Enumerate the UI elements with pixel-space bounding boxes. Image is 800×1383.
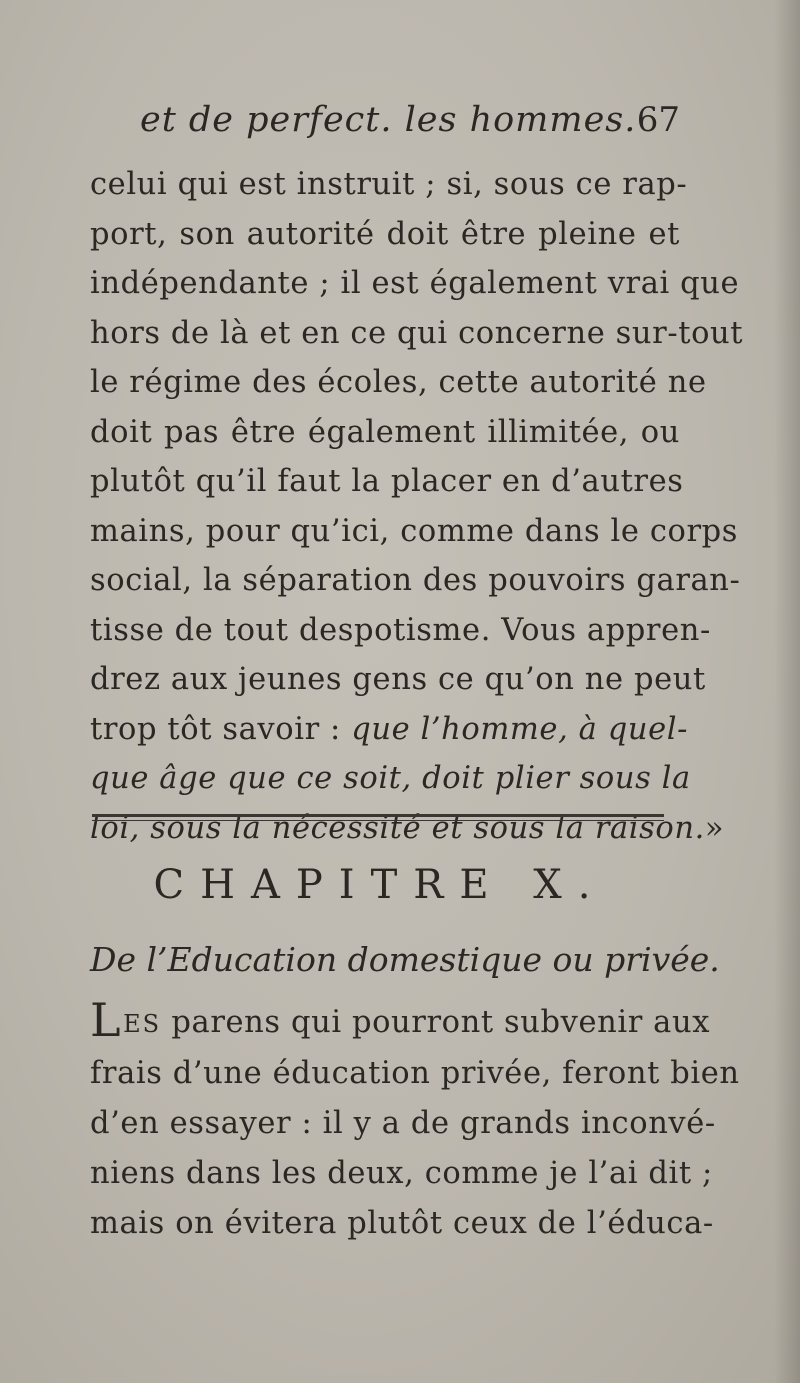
small-caps-word: ES: [123, 1010, 162, 1038]
running-head: et de perfect. les hommes.: [140, 100, 637, 140]
text-line: tisse de tout despotisme. Vous appren-: [90, 612, 711, 648]
page-number: 67: [636, 100, 680, 140]
text-line: frais d’une éducation privée, feront bien: [90, 1056, 740, 1091]
text-line: social, la séparation des pouvoirs garan-: [90, 563, 741, 598]
text-line: mains, pour qu’ici, comme dans le corps: [90, 513, 739, 549]
text-line: indépendante ; il est également vrai que: [90, 266, 740, 301]
text-line: celui qui est instruit ; si, sous ce rap-: [90, 167, 688, 202]
text-line: drez aux jeunes gens ce qu’on ne peut: [90, 662, 706, 697]
page-edge-shadow: [774, 0, 800, 1383]
text-line: plutôt qu’il faut la placer en d’autres: [90, 464, 684, 499]
drop-cap: L: [90, 993, 122, 1047]
text-line: d’en essayer : il y a de grands inconvé-: [90, 1106, 716, 1141]
text-line: hors de là et en ce qui concerne sur-tout: [90, 315, 744, 351]
text-line: [90, 804, 725, 854]
text-line: [90, 993, 711, 1049]
section-divider-rule: [92, 814, 664, 821]
text-roman: parens qui pourront subvenir aux: [161, 1005, 711, 1040]
text-italic: que l’homme, à quel-: [351, 711, 689, 747]
chapter-title: CHAPITRE X.: [153, 862, 607, 908]
text-roman: trop tôt savoir :: [90, 711, 352, 747]
chapter-text: [90, 993, 740, 1249]
text-line: le régime des écoles, cette autorité ne: [90, 365, 707, 400]
closing-quote: »: [704, 810, 725, 846]
text-line: port, son autorité doit être pleine et: [90, 216, 680, 252]
page-header: [140, 100, 680, 150]
text-line: que âge que ce soit, doit plier sous la: [90, 761, 691, 796]
chapter-subtitle: De l’Education domestique ou privée.: [90, 940, 720, 979]
text-italic: loi, sous la nécessité et sous la raison.: [90, 810, 705, 846]
text-line: niens dans les deux, comme je l’ai dit ;: [90, 1156, 713, 1191]
text-line: doit pas être également illimitée, ou: [90, 414, 680, 450]
text-line: [90, 705, 689, 755]
body-text: [90, 160, 744, 853]
text-line: mais on évitera plutôt ceux de l’éduca-: [90, 1206, 714, 1241]
